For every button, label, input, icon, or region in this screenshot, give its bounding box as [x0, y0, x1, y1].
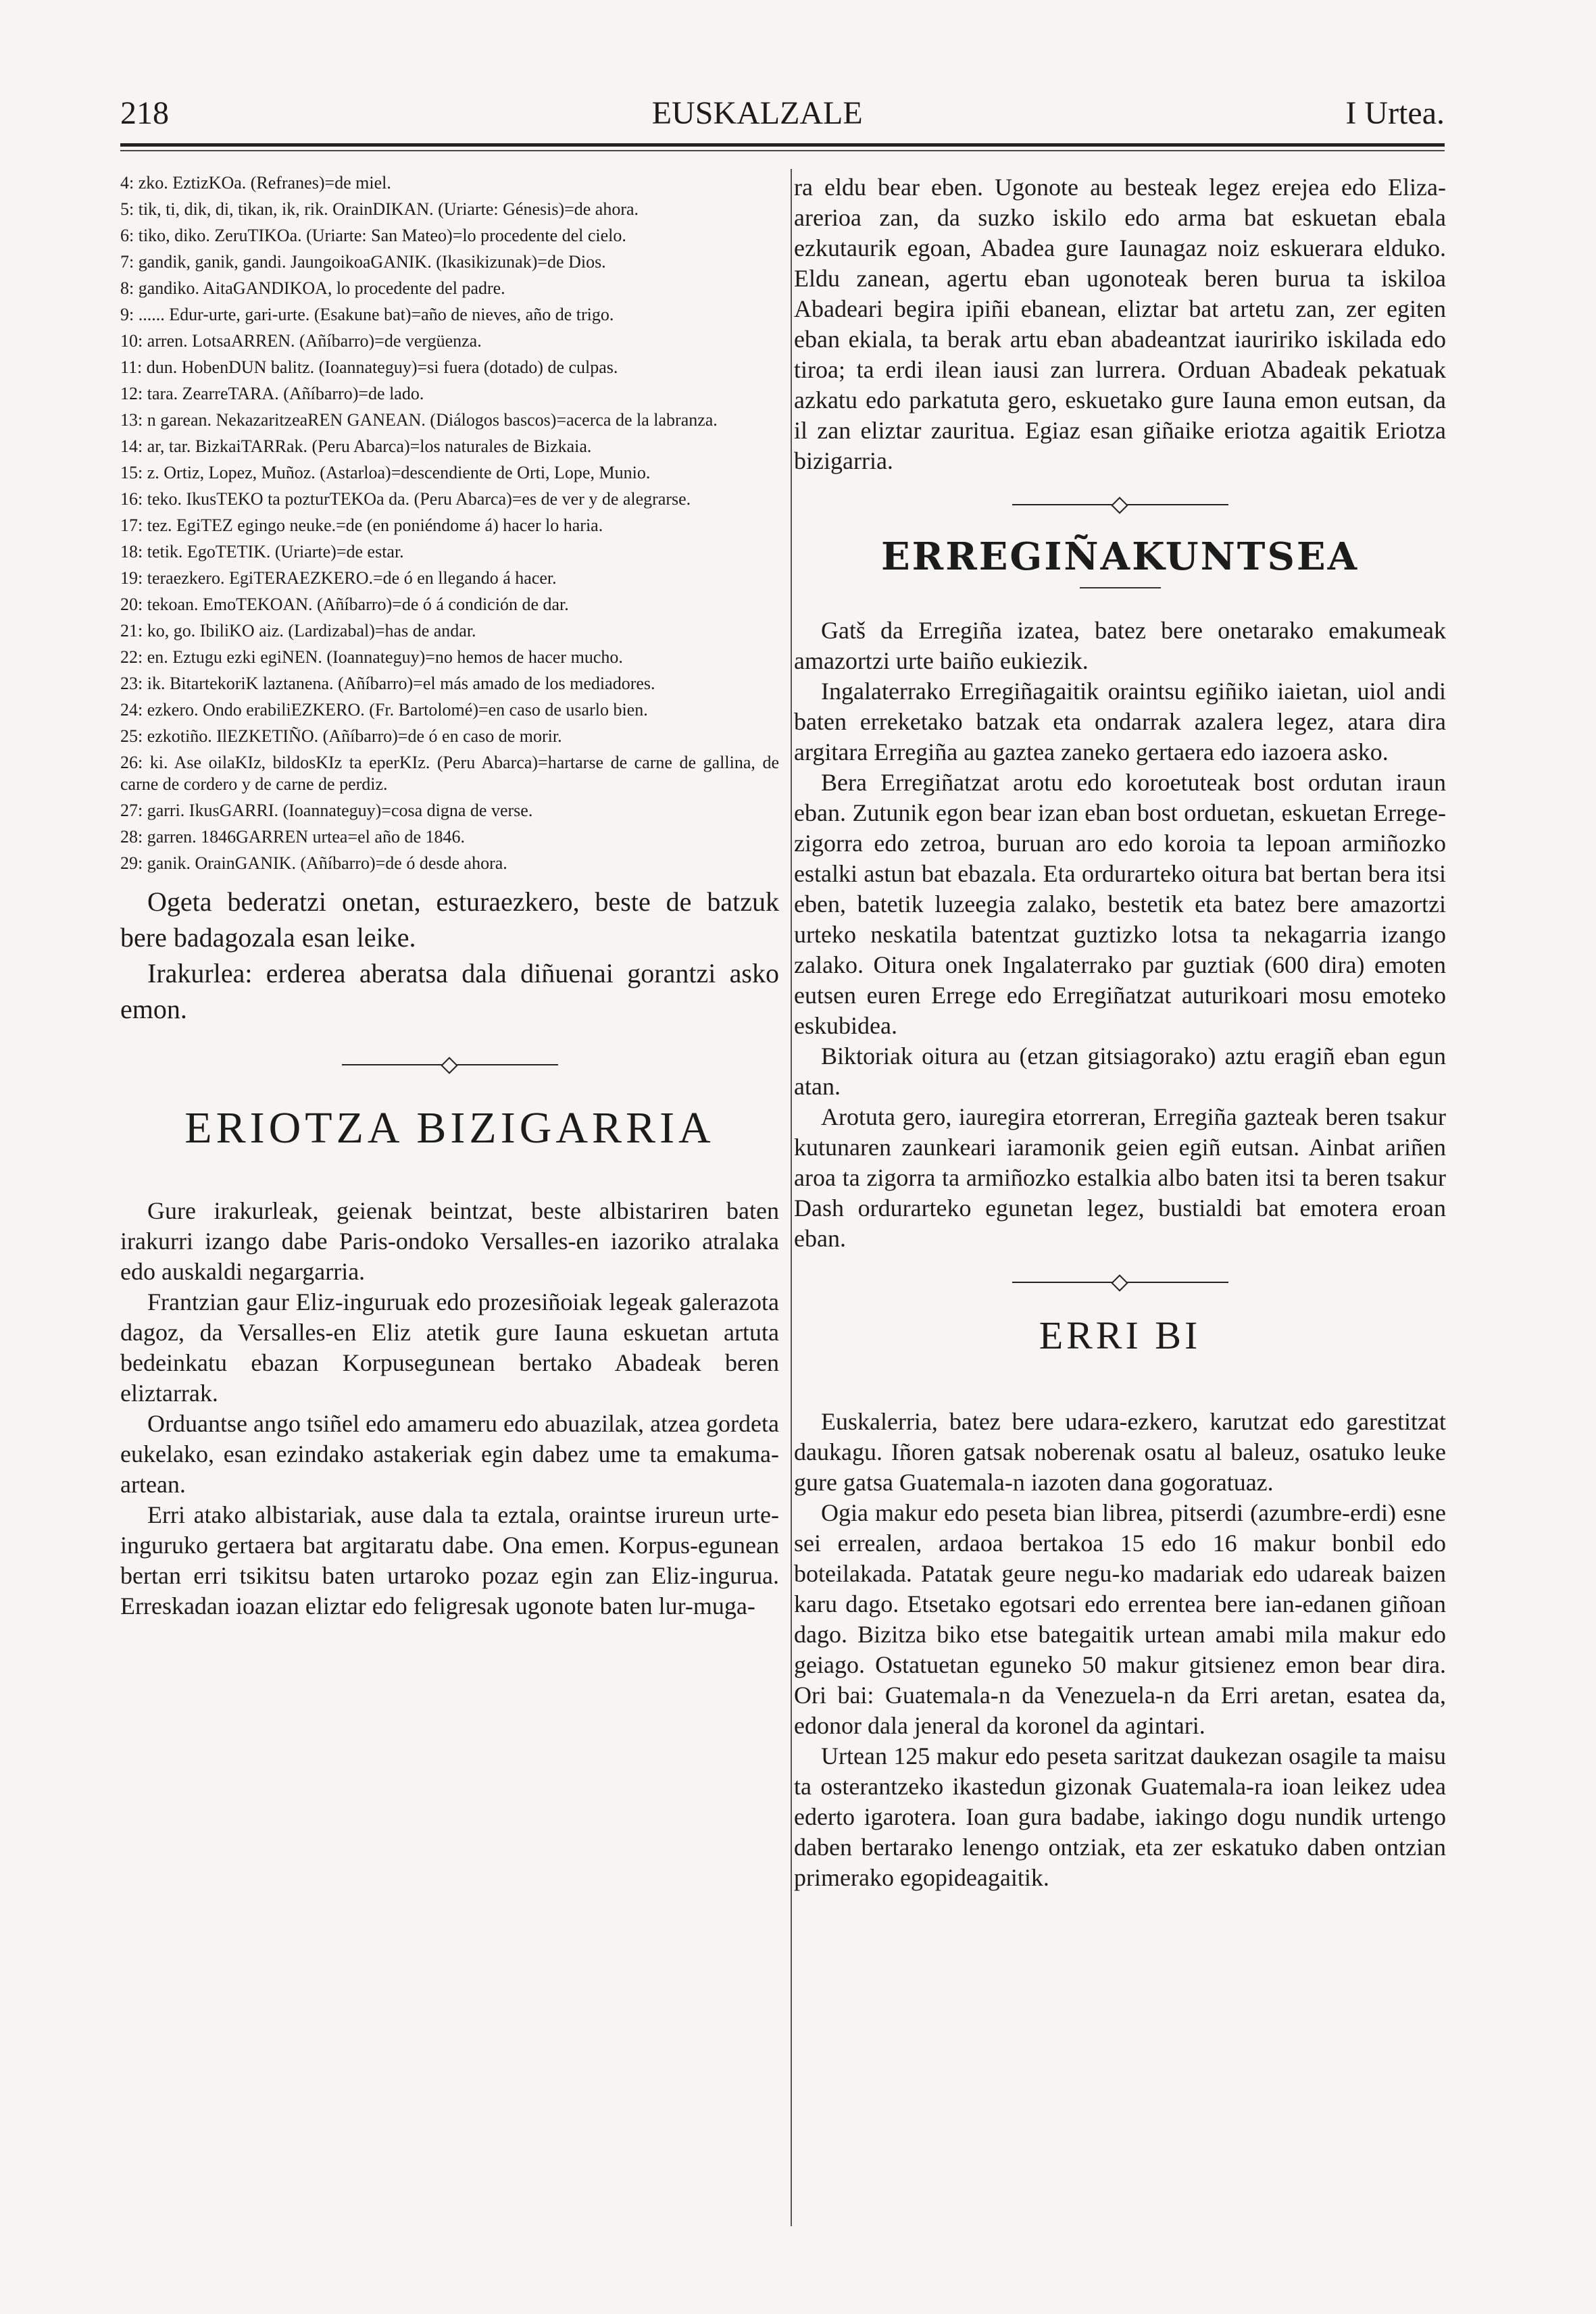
glossary-entry: 6: tiko, diko. ZeruTIKOa. (Uriarte: San Mateo)=lo procedente del cielo.: [120, 226, 626, 245]
article-paragraph: Gure irakurleak, geienak beintzat, beste albistariren baten irakurri izango dabe Paris-ondoko Versalles-en iazoriko atralaka edo auskaldi negargarria.: [120, 1197, 779, 1285]
article-paragraph: Euskalerria, batez bere udara-ezkero, karutzat edo garestitzat daukagu. Iñoren gatsak noberenak osatu al baleuz, osatuko leuke gure gatsa Guatemala-n iazoten dana gogoratuaz.: [794, 1408, 1446, 1496]
glossary-entry: 17: tez. EgiTEZ egingo neuke.=de (en poniéndome á) hacer lo haria.: [120, 515, 603, 535]
header-rule-thin: [120, 150, 1445, 151]
glossary-entry: 20: tekoan. EmoTEKOAN. (Añíbarro)=de ó á condición de dar.: [120, 595, 569, 614]
glossary-entry: 5: tik, ti, dik, di, tikan, ik, rik. OrainDIKAN. (Uriarte: Génesis)=de ahora.: [120, 199, 639, 219]
glossary-entry: 14: ar, tar. BizkaiTARRak. (Peru Abarca)=los naturales de Bizkaia.: [120, 436, 592, 456]
article-title: ERIOTZA BIZIGARRIA: [184, 1103, 715, 1153]
article-paragraph: Gatš da Erregiña izatea, batez bere onetarako emakumeak amazortzi urte baiño eukiezik.: [794, 617, 1446, 674]
header-rule: [120, 143, 1445, 147]
glossary-entry: 22: en. Eztugu ezki egiNEN. (Ioannateguy)=no hemos de hacer mucho.: [120, 647, 623, 667]
glossary-entry: 28: garren. 1846GARREN urtea=el año de 1846.: [120, 827, 465, 847]
article-paragraph: Bera Erregiñatzat arotu edo koroetuteak bost ordutan iraun eban. Zutunik egon bear izan eban bost orduetan, eskuetan Errege-zigorra edo zetroa, buruan aro edo koroia ta lepoan armiñozko estalki astun bat ebazala. Eta ordurarteko oitura bat bertan bera itsi eben, batetik luzeegia zalako, bestetik eta batez bere amazortzi urteko neskatila batentzat guztizko lotsa ta nekagarria izango zalako. Oitura onek Ingalaterrako par guztiak (600 dira) emoten eutsen euren Errege edo Erregiñatzat auturikoari mosu emoteko eskubidea.: [794, 769, 1446, 1039]
article-paragraph: Frantzian gaur Eliz-inguruak edo prozesiñoiak legeak galerazota dagoz, da Versalles-en Eliz atetik gure Iauna eskuetan artuta bedeinkatu ebazan Korpusegunean bertako Abadeak beren eliztarrak.: [120, 1288, 779, 1407]
closing-paragraph: Irakurlea: erderea aberatsa dala diñuenai gorantzi asko emon.: [120, 958, 779, 1024]
article-paragraph: Orduantse ango tsiñel edo amameru edo abuazilak, atzea gordeta eukelako, esan ezindako astakeriak egin dabez ume ta emakuma-artean.: [120, 1410, 779, 1498]
glossary-entry: 11: dun. HobenDUN balitz. (Ioannateguy)=si fuera (dotado) de culpas.: [120, 357, 618, 377]
glossary-entry: 13: n garean. NekazaritzeaREN GANEAN. (Diálogos bascos)=acerca de la labranza.: [120, 410, 718, 430]
article-title: ERRI BI: [1039, 1313, 1201, 1357]
glossary-entry: 4: zko. EztizKOa. (Refranes)=de miel.: [120, 173, 391, 193]
glossary-entry: 25: ezkotiño. IlEZKETIÑO. (Añíbarro)=de ó en caso de morir.: [120, 726, 562, 746]
section-ornament: [342, 1055, 558, 1074]
glossary-entry: 16: teko. IkusTEKO ta pozturTEKOa da. (Peru Abarca)=es de ver y de alegrarse.: [120, 489, 691, 509]
glossary-entry: 21: ko, go. IbiliKO aiz. (Lardizabal)=has de andar.: [120, 621, 476, 640]
title-rule: [1080, 587, 1161, 588]
glossary-entry: 10: arren. LotsaARREN. (Añíbarro)=de vergüenza.: [120, 331, 482, 351]
suffix-glossary: [120, 172, 779, 874]
glossary-entry: 12: tara. ZearreTARA. (Añíbarro)=de lado.: [120, 384, 424, 403]
glossary-entry: 23: ik. BitartekoriK laztanena. (Añíbarro)=el más amado de los mediadores.: [120, 674, 655, 693]
glossary-entry: 24: ezkero. Ondo erabiliEZKERO. (Fr. Bartolomé)=en caso de usarlo bien.: [120, 700, 648, 720]
article-paragraph: Biktoriak oitura au (etzan gitsiagorako) aztu eragiñ eban egun atan.: [794, 1042, 1446, 1100]
issue-label: I Urtea.: [1345, 95, 1445, 131]
closing-paragraph: Ogeta bederatzi onetan, esturaezkero, beste de batzuk bere badagozala esan leike.: [120, 886, 779, 953]
column-divider: [791, 169, 792, 2226]
glossary-entry: 27: garri. IkusGARRI. (Ioannateguy)=cosa digna de verse.: [120, 801, 533, 820]
article-paragraph: Urtean 125 makur edo peseta saritzat daukezan osagile ta maisu ta osterantzeko ikastedun gizonak Guatemala-ra ioan leikez udea ederto igarotera. Ioan gura badabe, iakingo dogu nundik urtengo daben bertarako lenengo ontziak, eta zer eskatuko daben ontzian primerako egopideagaitik.: [794, 1742, 1446, 1891]
page-number: 218: [120, 95, 169, 131]
article-paragraph: Ingalaterrako Erregiñagaitik oraintsu egiñiko iaietan, uiol andi baten erreketako batzak eta ondarrak azalera legez, atara dira argitara Erregiña au gaztea zaneko gertaera edo iazoera asko.: [794, 678, 1446, 765]
article-paragraph: Erri atako albistariak, ause dala ta eztala, oraintse irureun urte-inguruko gertaera bat argitaratu dabe. Ona emen. Korpus-egunean bertan erri tsikitsu baten urtaroko pozaz egin zan Eliz-ingurua. Erreskadan ioazan eliztar edo feligresak ugonote baten lur-muga-: [120, 1501, 779, 1619]
section-ornament: [1012, 1273, 1228, 1292]
left-column: [120, 172, 779, 1621]
article-paragraph-continued: ra eldu bear eben. Ugonote au besteak legez erejea edo Eliza-arerioa zan, da suzko iskilo edo arma bat eskuetan ebala ezkutaurik egoan, Abadea gure Iaunagaz noiz eskuerara elduko. Eldu zanean, agertu eban ugonoteak beren burua ta iskiloa Abadeari begira ipiñi ebanean, eliztar bat artetu zan, zer egiten eban ekiala, ta berak artu eban abadeantzat iauririko iskilada edo tiroa; ta erdi ilean iausi zan lurrera. Orduan Abadeak pekatuak azkatu edo parkatuta gero, eskuetako gure Iauna emon eutsan, da il zan eliztar zauritua. Egiaz esan giñaike eriotza agaitik Eriotza bizigarria.: [794, 174, 1446, 474]
publication-title: EUSKALZALE: [651, 95, 863, 131]
glossary-entry: 18: tetik. EgoTETIK. (Uriarte)=de estar.: [120, 542, 404, 561]
glossary-entry: 15: z. Ortiz, Lopez, Muñoz. (Astarloa)=descendiente de Orti, Lope, Munio.: [120, 463, 651, 482]
glossary-entry: 7: gandik, ganik, gandi. JaungoikoaGANIK. (Ikasikizunak)=de Dios.: [120, 252, 606, 272]
page-header: [120, 95, 1445, 135]
article-title: ERREGIÑAKUNTSEA: [880, 534, 1360, 579]
glossary-entry: 19: teraezkero. EgiTERAEZKERO.=de ó en llegando á hacer.: [120, 568, 557, 588]
section-ornament: [1012, 495, 1228, 514]
glossary-entry: 8: gandiko. AitaGANDIKOA, lo procedente del padre.: [120, 278, 505, 298]
right-column: [794, 172, 1446, 1893]
glossary-entry: 9: ...... Edur-urte, gari-urte. (Esakune bat)=año de nieves, año de trigo.: [120, 305, 614, 324]
glossary-entry: 29: ganik. OrainGANIK. (Añíbarro)=de ó desde ahora.: [120, 853, 507, 873]
article-paragraph: Arotuta gero, iauregira etorreran, Erregiña gazteak beren tsakur kutunaren zaunkeari iaramonik geien egiñ eutsan. Ainbat ariñen aroa ta zigorra ta armiñozko estalkia albo baten itsi ta beren tsakur Dash ordurarteko egunetan legez, bustialdi bat emotera eroan eban.: [794, 1103, 1446, 1252]
glossary-entry: 26: ki. Ase oilaKIz, bildosKIz ta eperKIz. (Peru Abarca)=hartarse de carne de gallina, de carne de cordero y de carne de perdiz.: [120, 753, 779, 794]
article-paragraph: Ogia makur edo peseta bian librea, pitserdi (azumbre-erdi) esne sei errealen, ardaoa bertakoa 15 edo 16 makur bonbil edo boteilakada. Patatak geure negu-ko madariak edo udareak baizen karu dago. Etsetako egotsari edo errentea bere ian-edanen giñoan dago. Bizitza biko etse bategaitik urtean amabi mila makur edo geiago. Ostatuetan eguneko 50 makur gitsienez emon bear dira. Ori bai: Guatemala-n da Venezuela-n da Erri aretan, esatea da, edonor dala jeneral da koronel da agintari.: [794, 1499, 1446, 1739]
